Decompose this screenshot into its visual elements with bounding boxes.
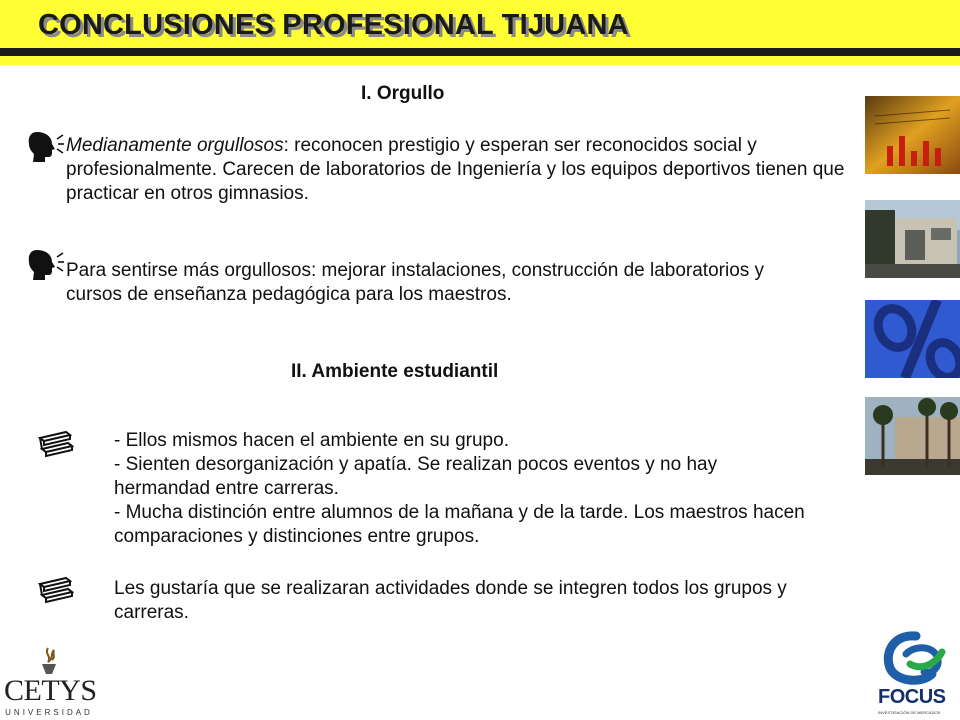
title-underband: [0, 56, 960, 65]
torch-icon: [4, 646, 94, 676]
focus-logo: [876, 630, 958, 718]
bullet-orgullo-2: Para sentirse más orgullosos: mejorar instalaciones, construcción de laboratorios y cursos de enseñanza pedagógica para los maestros.: [66, 260, 765, 305]
bullet-ambiente-1: [114, 429, 814, 549]
cetys-wordmark: CETYS: [4, 674, 97, 707]
photo-palm-trees: [865, 397, 960, 475]
photo-campus-building: [865, 200, 960, 278]
speaker-head-icon: [26, 248, 66, 282]
books-icon: [38, 570, 74, 606]
books-icon: [38, 424, 74, 460]
bullet-line: - Sienten desorganización y apatía. Se realizan pocos eventos y no hay hermandad entre carreras.: [114, 454, 718, 499]
bullet-line: - Ellos mismos hacen el ambiente en su grupo.: [114, 430, 509, 451]
bullet-ambiente-2: Les gustaría que se realizaran actividades donde se integren todos los grupos y carreras.: [114, 578, 787, 623]
focus-subtitle: INVESTIGACIÓN DE MERCADOS: [878, 710, 941, 715]
bullet-emphasis: Medianamente orgullosos: [66, 135, 284, 156]
speaker-head-icon: [26, 130, 66, 164]
bullet-line: - Mucha distinción entre alumnos de la mañana y de la tarde. Los maestros hacen comparaciones y distinciones entre grupos.: [114, 502, 805, 547]
focus-wordmark: FOCUS: [878, 686, 946, 708]
photo-percent-sign: [865, 300, 960, 378]
page-title: CONCLUSIONES PROFESIONAL TIJUANA: [38, 9, 629, 41]
photo-chart-document: [865, 96, 960, 174]
focus-swirl-icon: [876, 630, 958, 688]
section-heading-ambiente: II. Ambiente estudiantil: [291, 361, 499, 382]
bullet-text: : reconocen prestigio y esperan ser reconocidos social y profesionalmente. Carecen de laboratorios de Ingeniería y los equipos deportivos tienen que practicar en otros gimnasios.: [66, 135, 845, 204]
cetys-logo: [4, 646, 97, 718]
bullet-orgullo-1: [66, 134, 866, 206]
cetys-subtitle: UNIVERSIDAD: [5, 708, 93, 717]
section-heading-orgullo: I. Orgullo: [361, 83, 445, 104]
title-divider: [0, 48, 960, 56]
